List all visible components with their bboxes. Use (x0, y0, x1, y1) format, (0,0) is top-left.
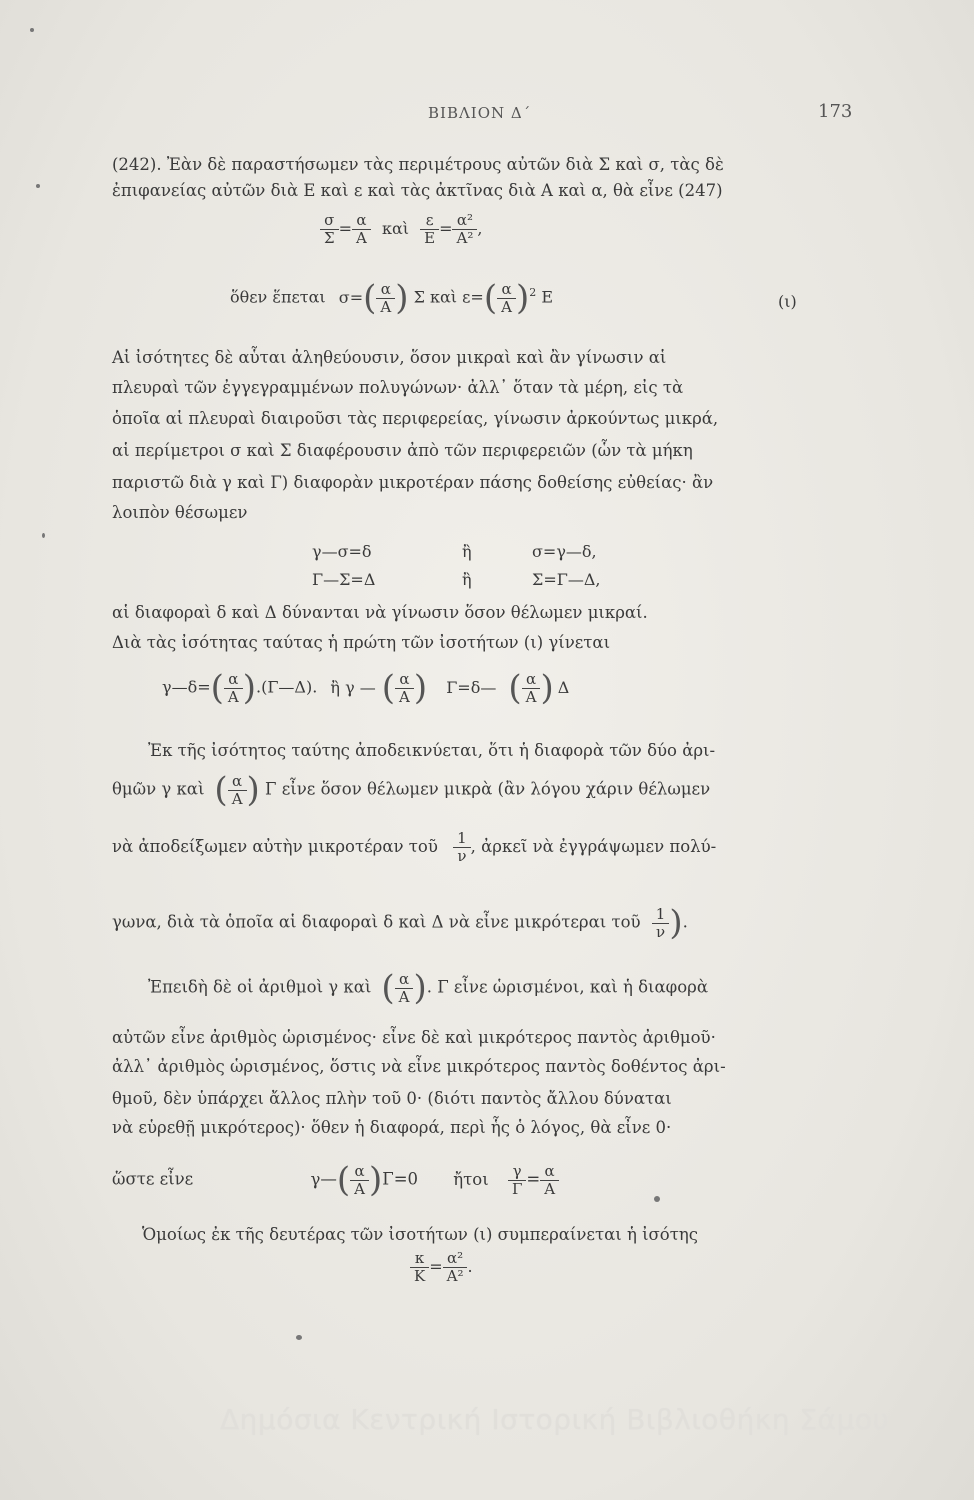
equation-differences: γ—σ=δ ἢ σ=γ—δ, (312, 542, 597, 561)
scan-speck (30, 28, 34, 32)
fraction: $\frac{1}{\nu}$ (453, 830, 471, 865)
text-line: νὰ εὑρεθῇ μικρότερος)· ὅθεν ἡ διαφορά, περὶ ἧς ὁ λόγος, θὰ εἶνε 0· (112, 1118, 672, 1137)
equation-tag: (ι) (778, 292, 797, 311)
fraction: $\frac{\text{α²}}{\text{Α²}}$ (452, 212, 477, 247)
fraction: $\frac{\text{α²}}{\text{Α²}}$ (443, 1250, 468, 1285)
equation-area-ratio: $\frac{\kappa}{K}$ = $\frac{\text{α²}}{\text{Α²}}$ . (410, 1250, 473, 1285)
fraction: $\frac{\alpha}{A}$ (395, 971, 414, 1006)
text-line-with-fraction: γωνα, διὰ τὰ ὁποῖα αἱ διαφοραὶ δ καὶ Δ νὰ εἶνε μικρότεραι τοῦ $\frac{1}{\nu}$ ). (112, 903, 688, 943)
text-line: Αἱ ἰσότητες δὲ αὗται ἀληθεύουσιν, ὅσον μικραὶ καὶ ἂν γίνωσιν αἱ (112, 348, 667, 367)
page-number: 173 (818, 101, 853, 122)
fraction: $\frac{\varepsilon}{E}$ (420, 212, 439, 247)
scan-speck (296, 1335, 302, 1340)
equation-ratios: $\frac{\sigma}{\Sigma}$ = $\frac{\alpha}{A}$ καὶ $\frac{\varepsilon}{E}$ = $\frac{\text{α²}}{\text{Α²}}$ , (320, 212, 482, 247)
fraction: $\frac{\alpha}{A}$ (352, 212, 371, 247)
fraction: $\frac{\sigma}{\Sigma}$ (320, 212, 339, 247)
equation-result: ὥστε εἶνε γ—( $\frac{\alpha}{A}$ )Γ=0 ἤτοι $\frac{\gamma}{\Gamma}$ = $\frac{\alpha}{A}$ (112, 1160, 559, 1200)
text-line: αἱ διαφοραὶ δ καὶ Δ δύνανται νὰ γίνωσιν ὅσον θέλωμεν μικραί. (112, 603, 648, 622)
fraction: $\frac{\alpha}{A}$ (395, 671, 414, 706)
text-line: αἱ περίμετροι σ καὶ Σ διαφέρουσιν ἀπὸ τῶν περιφερειῶν (ὧν τὰ μήκη (112, 441, 693, 460)
fraction: $\frac{\alpha}{A}$ (376, 281, 395, 316)
text-line: ἀλλ᾽ ἀριθμὸς ὡρισμένος, ὅστις νὰ εἶνε μικρότερος παντὸς δοθέντος ἀρι- (112, 1057, 726, 1076)
equation-differences: Γ—Σ=Δ ἢ Σ=Γ—Δ, (312, 570, 601, 589)
equation-substitution: γ—δ=( $\frac{\alpha}{A}$ ).(Γ—Δ). ἢ γ — ( $\frac{\alpha}{A}$ ) Γ=δ— ( $\frac{\alpha}{A}$ ) Δ (162, 668, 570, 708)
text-line: θμοῦ, δὲν ὑπάρχει ἄλλος πλὴν τοῦ 0· (διότι παντὸς ἄλλου δύναται (112, 1089, 672, 1108)
text-line: ὁποῖα αἱ πλευραὶ διαιροῦσι τὰς περιφερείας, γίνωσιν ἀρκούντως μικρά, (112, 409, 719, 428)
text-line: Διὰ τὰς ἰσότητας ταύτας ἡ πρώτη τῶν ἰσοτήτων (ι) γίνεται (112, 633, 611, 652)
equation-consequence: ὅθεν ἕπεται σ=( $\frac{\alpha}{A}$ ) Σ καὶ ε=( $\frac{\alpha}{A}$ )$^2$ Ε (230, 278, 553, 318)
fraction: $\frac{\alpha}{A}$ (497, 281, 516, 316)
text-line: Ἐκ τῆς ἰσότητος ταύτης ἀποδεικνύεται, ὅτι ἡ διαφορὰ τῶν δύο ἀρι- (148, 741, 716, 760)
fraction: $\frac{\alpha}{A}$ (350, 1163, 369, 1198)
text-line: αὐτῶν εἶνε ἀριθμὸς ὡρισμένος· εἶνε δὲ καὶ μικρότερος παντὸς ἀριθμοῦ· (112, 1028, 716, 1047)
fraction: $\frac{\alpha}{A}$ (224, 671, 243, 706)
text-line-with-fraction: Ἐπειδὴ δὲ οἱ ἀριθμοὶ γ καὶ ( $\frac{\alpha}{A}$ ). Γ εἶνε ὡρισμένοι, καὶ ἡ διαφορὰ (148, 968, 709, 1008)
scan-speck (36, 184, 40, 188)
running-header: ΒΙΒΛΙΟΝ Δ΄ (428, 104, 532, 122)
library-watermark: Δημόσια Κεντρική Ιστορική Βιβλιοθήκη Σάμου (220, 1403, 890, 1436)
text-line: πλευραὶ τῶν ἐγγεγραμμένων πολυγώνων· ἀλλ᾽ ὅταν τὰ μέρη, εἰς τὰ (112, 378, 684, 397)
scan-speck (654, 1196, 660, 1202)
fraction: $\frac{1}{\nu}$ (652, 906, 670, 941)
fraction: $\frac{\alpha}{A}$ (540, 1163, 559, 1198)
text-line: λοιπὸν θέσωμεν (112, 503, 248, 522)
text-line: ἐπιφανείας αὐτῶν διὰ Ε καὶ ε καὶ τὰς ἀκτῖνας διὰ Α καὶ α, θὰ εἶνε (247) (112, 181, 723, 200)
fraction: $\frac{\gamma}{\Gamma}$ (508, 1163, 526, 1198)
text-line-with-fraction: νὰ ἀποδείξωμεν αὐτὴν μικροτέραν τοῦ $\frac{1}{\nu}$ , ἀρκεῖ νὰ ἐγγράψωμεν πολύ- (112, 829, 717, 865)
scan-speck (42, 533, 45, 538)
text-line: (242). Ἐὰν δὲ παραστήσωμεν τὰς περιμέτρους αὐτῶν διὰ Σ καὶ σ, τὰς δὲ (112, 155, 724, 174)
fraction: $\frac{\kappa}{K}$ (410, 1250, 429, 1285)
fraction: $\frac{\alpha}{A}$ (522, 671, 541, 706)
text-line-with-fraction: θμῶν γ καὶ ( $\frac{\alpha}{A}$ ) Γ εἶνε ὅσον θέλωμεν μικρὰ (ἂν λόγου χάριν θέλωμεν (112, 770, 711, 810)
text-line: παριστῶ διὰ γ καὶ Γ) διαφορὰν μικροτέραν πάσης δοθείσης εὐθείας· ἂν (112, 473, 714, 492)
text-line: Ὁμοίως ἐκ τῆς δευτέρας τῶν ἰσοτήτων (ι) συμπεραίνεται ἡ ἰσότης (142, 1225, 698, 1244)
fraction: $\frac{\alpha}{A}$ (228, 773, 247, 808)
